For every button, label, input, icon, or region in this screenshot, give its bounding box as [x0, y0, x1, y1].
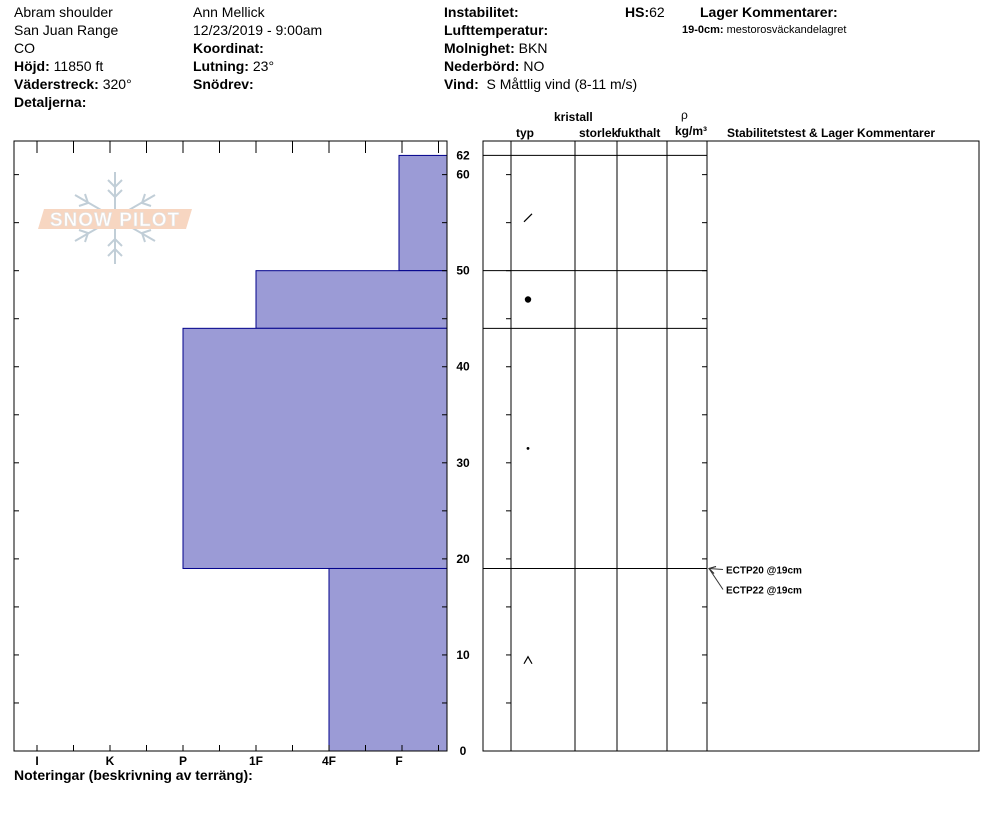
wind-label: Vind: [444, 76, 479, 92]
arrow-head-icon [709, 566, 716, 573]
crystal-slash-icon [524, 214, 532, 222]
sky-value: BKN [518, 40, 548, 56]
drift-label: Snödrev: [193, 76, 254, 92]
stability-arrow [709, 568, 723, 589]
snowpilot-logo [38, 172, 192, 264]
air-temp-label: Lufttemperatur: [444, 22, 549, 38]
col-crystal-header: kristall [554, 110, 593, 124]
stability-arrow [709, 568, 723, 569]
stability-test-label: ECTP22 @19cm [726, 585, 802, 597]
crystal-caret-icon [524, 657, 532, 664]
layer-comment-text: mestorosväckandelagret [726, 24, 847, 36]
details-label: Detaljerna: [14, 94, 87, 110]
wind-value: S Måttlig vind (8-11 m/s) [486, 76, 638, 92]
col-density-header: kg/m³ [675, 124, 708, 138]
observation-datetime: 12/23/2019 - 9:00am [193, 22, 323, 38]
coordinate-label: Koordinat: [193, 40, 264, 56]
crystal-graupel-icon [525, 296, 531, 302]
instability-label: Instabilitet: [444, 4, 519, 20]
notes-label: Noteringar (beskrivning av terräng): [14, 767, 253, 783]
elevation-label: Höjd: [14, 58, 50, 74]
observer-name: Ann Mellick [193, 4, 265, 20]
y-tick-label: 60 [456, 167, 470, 182]
col-moisture-header: fukthalt [617, 126, 661, 140]
stability-test-label: ECTP20 @19cm [726, 565, 802, 577]
logo-text: SNOW PILOT [49, 210, 181, 231]
aspect-label: Väderstreck: [14, 76, 99, 92]
y-tick-label: 30 [456, 455, 470, 470]
y-tick-label: 40 [456, 359, 470, 374]
hardness-tick-label: 1F [248, 754, 264, 768]
hs-value: 62 [649, 4, 665, 20]
layer-comment-depth: 19-0cm: [682, 24, 724, 36]
col-rho-header: ρ [681, 108, 688, 122]
hardness-tick-label: F [395, 754, 403, 768]
slope-value: 23° [252, 58, 275, 74]
y-tick-label: 10 [456, 647, 470, 662]
state-name: CO [14, 40, 35, 56]
y-tick-label: 20 [456, 551, 470, 566]
range-name: San Juan Range [14, 22, 119, 38]
layer-comments-title: Lager Kommentarer: [700, 4, 838, 20]
y-tick-label: 0 [459, 744, 467, 758]
hardness-tick-label: P [178, 754, 188, 768]
precip-value: NO [523, 58, 545, 74]
hardness-bar-0 [399, 155, 447, 270]
hs-label: HS: [625, 4, 650, 20]
aspect-value: 320° [102, 76, 132, 92]
elevation-value: 11850 ft [53, 58, 104, 74]
hardness-bar-3 [329, 568, 447, 751]
sky-label: Molnighet: [444, 40, 515, 56]
hs-tick-label: 62 [456, 148, 470, 163]
precip-label: Nederbörd: [444, 58, 520, 74]
col-type-header: typ [516, 126, 534, 140]
hardness-tick-label: 4F [321, 754, 337, 768]
col-size-header: storlek [579, 126, 619, 140]
hardness-tick-label: I [35, 754, 39, 768]
location-name: Abram shoulder [14, 4, 113, 20]
layer-table-frame [483, 141, 979, 751]
hardness-bar-2 [183, 328, 447, 568]
crystal-dot-icon [527, 447, 530, 450]
slope-label: Lutning: [193, 58, 249, 74]
hardness-tick-label: K [105, 754, 115, 768]
hardness-bar-1 [256, 271, 447, 329]
col-stability-header: Stabilitetstest & Lager Kommentarer [727, 126, 936, 140]
y-tick-label: 50 [456, 263, 470, 278]
